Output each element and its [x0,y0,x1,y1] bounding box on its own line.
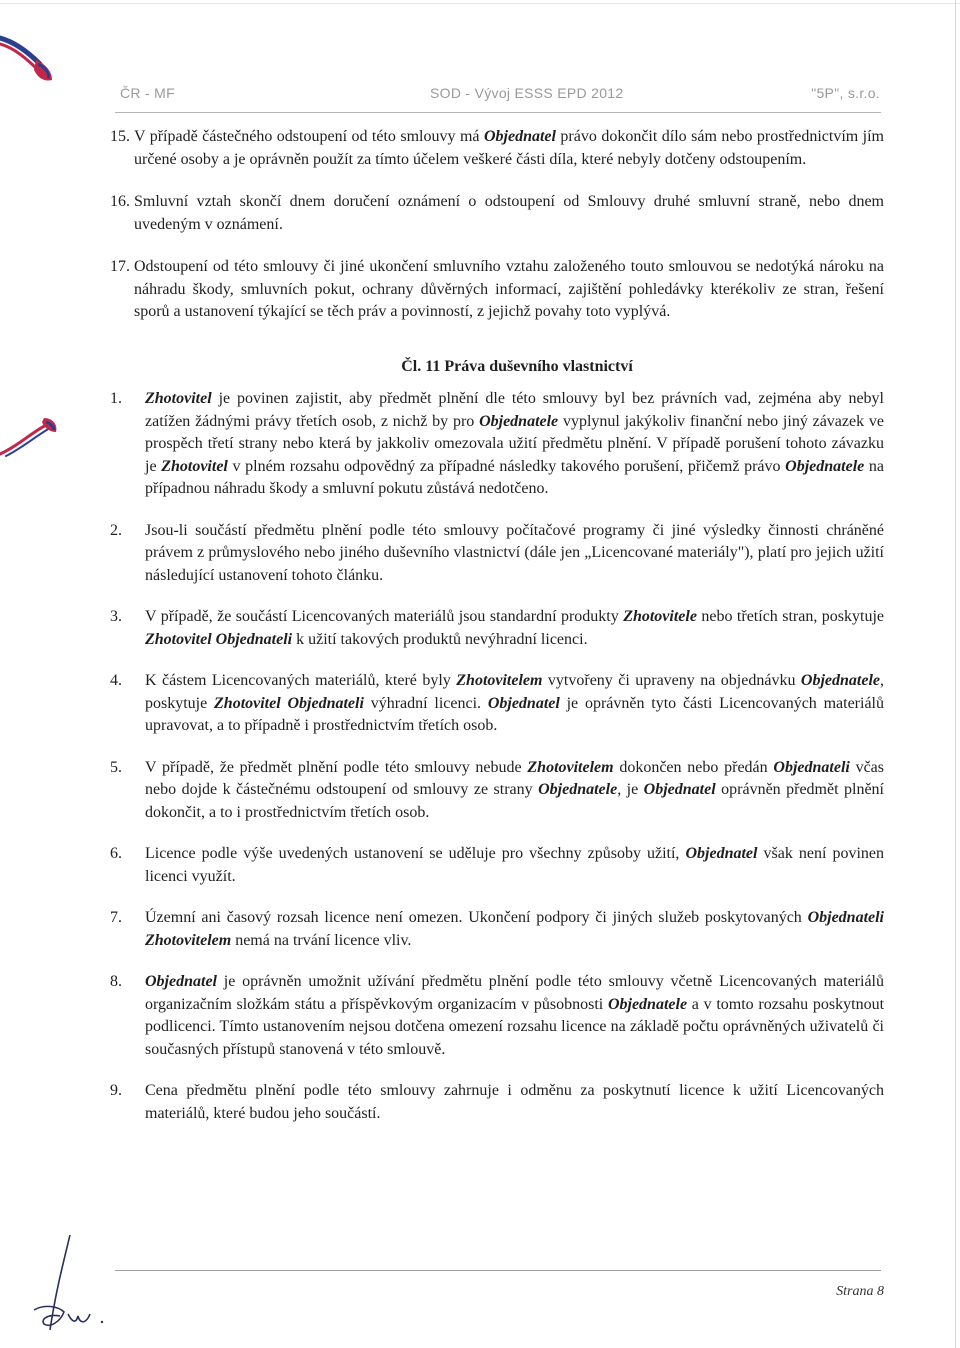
party-name-emphasis: Objednatele [538,781,618,798]
item-number: 8. [110,973,122,990]
text-run: Odstoupení od této smlouvy či jiné ukončení smluvního vztahu založeného touto smlouvou se nedotýká nároku na náhradu škody, smluvních pokut, ochrany důvěrných informací, zajištění pohledávky kterékoliv ze stran, řešení sporů a ustanovení týkající se těch práv a povinností, z jejichž povahy toto vyplývá. [134,258,884,320]
text-run: je oprávněn umožnit užívání předmětu plnění podle této smlouvy včetně Licencovaných materiálů organizačním složkám státu a příspěvkovým organizacím v působnosti [145,973,884,1013]
ribbon-string-icon [0,410,70,460]
text-run: je povinen zajistit, aby předmět plnění dle této smlouvy byl bez právních vad, zejména aby nebyl zatížen žádnými právy třetích osob, z nichž by pro [145,390,884,430]
party-name-emphasis: Zhotovitelem [456,672,543,689]
item-text [145,843,884,888]
paragraph-17 [110,256,884,324]
document-body [110,126,884,1144]
paragraph-text [134,126,884,171]
party-name-emphasis: Zhotovitel Objednateli [214,694,364,712]
paragraph-16 [110,191,884,236]
item-text [145,1080,884,1125]
item-text [145,388,884,501]
item-text [145,971,884,1061]
text-run: V případě, že součástí Licencovaných materiálů jsou standardní produkty [145,608,624,625]
text-run: však není povinen licenci využít. [145,845,884,885]
text-run: právo dokončit dílo sám nebo prostřednictvím jím určené osoby a je oprávněn použít za tímto účelem veškeré části díla, které nebyly dotčeny odstoupením. [134,128,885,168]
paragraph-number: 17. [110,258,130,275]
text-run: dokončen nebo předán [613,758,774,776]
party-name-emphasis: Objednatele [479,412,559,430]
paragraph-15 [110,126,884,171]
party-name-emphasis: Objednatele [785,457,865,475]
article-item-9 [110,1080,884,1125]
text-run: , poskytuje [145,672,884,712]
text-run: v plném rozsahu odpovědný za případné následky takového porušení, přičemž právo [227,457,786,475]
party-name-emphasis: Zhotovitel [161,457,228,475]
text-run: Cena předmětu plnění podle této smlouvy zahrnuje i odměnu za poskytnutí licence k užití Licencovaných materiálů, které budou jeho součástí. [145,1082,884,1122]
text-run: k užití takových produktů nevýhradní licenci. [292,630,588,648]
article-item-5 [110,757,884,825]
text-run: na případnou náhradu škody a smluvní pokutu zůstává nedotčeno. [145,457,885,497]
party-name-emphasis: Zhotovitelem [527,758,614,776]
text-run: výhradní licenci. [363,694,488,712]
text-run: Jsou-li součástí předmětu plnění podle této smlouvy počítačové programy či jiné výsledky činnosti chráněné právem z průmyslového nebo jiného duševního vlastnictví (dále jen „Licencované materiály"), platí pro jejich užití následující ustanovení tohoto článku. [145,521,884,584]
footer-divider [115,1270,881,1271]
scan-edge-top [0,3,960,4]
party-name-emphasis: Zhotovitel [145,390,212,407]
paragraph-text [134,191,884,236]
article-item-3 [110,606,884,651]
party-name-emphasis: Zhotovitele [623,608,697,625]
text-run: V případě, že předmět plnění podle této smlouvy nebude [145,758,528,776]
party-name-emphasis: Objednatele [800,672,880,689]
item-number: 5. [110,758,122,776]
item-text [145,757,884,825]
text-run: včas nebo dojde k částečnému odstoupení od smlouvy ze strany [145,758,884,798]
text-run: vytvořeny či upraveny na objednávku [542,672,801,689]
paragraph-number: 16. [110,193,130,210]
text-run: Územní ani časový rozsah licence není omezen. Ukončení podpory či jiných služeb poskytovaných [145,909,808,926]
item-number: 7. [110,909,122,926]
text-run: oprávněn předmět plnění dokončit, a to i prostřednictvím třetích osob. [145,781,885,821]
text-run: Licence podle výše uvedených ustanovení se uděluje pro všechny způsoby užití, [145,845,686,862]
article-item-6 [110,843,884,888]
article-item-1 [110,388,884,501]
item-number: 2. [110,521,122,539]
item-number: 1. [110,390,122,407]
text-run: nemá na trvání licence vliv. [231,931,412,949]
text-run: K částem Licencovaných materiálů, které byly [145,672,457,689]
page-number: Strana 8 [836,1284,884,1299]
text-run: a v tomto rozsahu poskytnout podlicenci. Tímto ustanovením nejsou dotčena omezení rozsahu licence na základě počtu oprávněných uživatelů či současných přístupů stanovená v této smlouvě. [145,995,885,1058]
paragraph-text [134,256,884,324]
header-divider [115,112,881,113]
party-name-emphasis: Objednateli [773,758,850,776]
party-name-emphasis: Objednateli Zhotovitelem [145,909,884,949]
header-right: "5P", s.r.o. [811,85,880,101]
article-item-2 [110,520,884,588]
party-name-emphasis: Zhotovitel Objednateli [145,630,293,648]
party-name-emphasis: Objednatele [607,995,688,1013]
text-run: vyplynul jakýkoliv finanční nebo jiný závazek ve prospěch třetí strany nebo která by jakkoliv omezovala užití předmětu plnění. V případě porušení tohoto závazku je [145,412,884,475]
page-header [120,85,880,109]
header-center: SOD - Vývoj ESSS EPD 2012 [430,85,624,101]
text-run: je oprávněn tyto části Licencovaných materiálů upravovat, a to případně i prostřednictvím třetích osob. [145,694,885,734]
text-run: V případě částečného odstoupení od této smlouvy má [134,128,484,145]
article-item-7 [110,907,884,952]
item-text [145,520,884,588]
text-run: , je [617,781,644,798]
paragraph-number: 15. [110,128,130,145]
text-run: Smluvní vztah skončí dnem doručení oznámení o odstoupení od Smlouvy druhé smluvní straně, nebo dnem uvedeným v oznámení. [134,193,884,233]
scan-edge-right [955,0,956,1348]
article-item-8 [110,971,884,1061]
item-text [145,907,884,952]
item-number: 9. [110,1082,122,1099]
item-text [145,606,884,651]
text-run: nebo třetích stran, poskytuje [696,608,884,625]
item-number: 3. [110,608,122,625]
party-name-emphasis: Objednatel [685,845,758,862]
ribbon-seal-icon [0,30,70,90]
item-number: 6. [110,845,122,862]
section-heading: Čl. 11 Práva duševního vlastnictví [401,357,633,375]
party-name-emphasis: Objednatel [643,781,716,798]
party-name-emphasis: Objednatel [487,694,560,712]
party-name-emphasis: Objednatel [145,973,217,990]
item-number: 4. [110,672,122,689]
article-item-4 [110,670,884,738]
header-left: ČR - MF [120,85,175,101]
item-text [145,670,884,738]
handwritten-signature [20,1230,130,1340]
party-name-emphasis: Objednatel [483,128,556,145]
